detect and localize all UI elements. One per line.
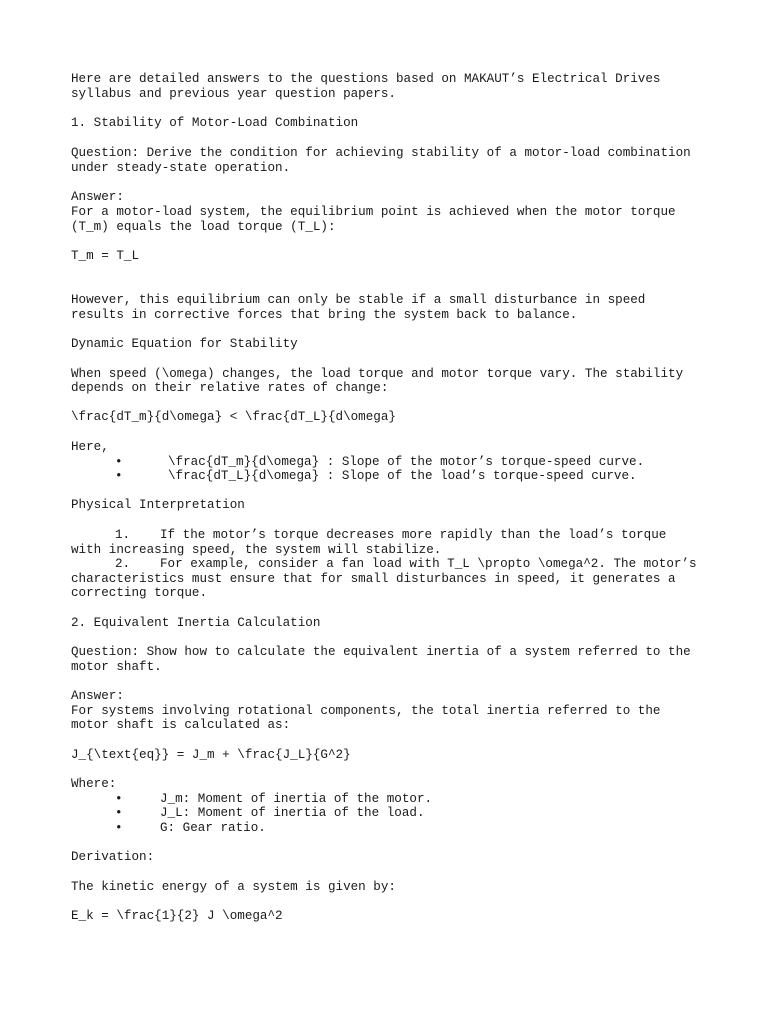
list-number-1: 1. bbox=[115, 528, 131, 542]
numbered-item-2-line-2: characteristics must ensure that for small disturbances in speed, it generates a bbox=[71, 572, 676, 586]
intro-line-1: Here are detailed answers to the questions based on MAKAUT’s Electrical Drives bbox=[71, 72, 661, 86]
section-heading-1: 1. Stability of Motor-Load Combination bbox=[71, 116, 359, 130]
answer-label-2: Answer: bbox=[71, 689, 124, 703]
list-item-load-slope: \frac{dT_L}{d\omega} : Slope of the load’s torque-speed curve. bbox=[168, 469, 637, 483]
question-1-line-1: Question: Derive the condition for achieving stability of a motor-load combination bbox=[71, 146, 691, 160]
paragraph-speed-line-1: When speed (\omega) changes, the load torque and motor torque vary. The stability bbox=[71, 367, 684, 381]
bullet-marker: • bbox=[115, 469, 123, 483]
bullet-marker: • bbox=[115, 792, 123, 806]
paragraph-stability-line-1: However, this equilibrium can only be stable if a small disturbance in speed bbox=[71, 293, 646, 307]
bullet-marker: • bbox=[115, 455, 123, 469]
paragraph-stability-line-2: results in corrective forces that bring the system back to balance. bbox=[71, 308, 578, 322]
section-heading-2: 2. Equivalent Inertia Calculation bbox=[71, 616, 321, 630]
question-1-line-2: under steady-state operation. bbox=[71, 161, 291, 175]
list-item-jm: J_m: Moment of inertia of the motor. bbox=[160, 792, 433, 806]
paragraph-speed-line-2: depends on their relative rates of change: bbox=[71, 381, 389, 395]
equation-equivalent-inertia: J_{\text{eq}} = J_m + \frac{J_L}{G^2} bbox=[71, 748, 351, 762]
derivation-label: Derivation: bbox=[71, 850, 155, 864]
list-number-2: 2. bbox=[115, 557, 131, 571]
numbered-item-2-line-3: correcting torque. bbox=[71, 586, 208, 600]
list-item-motor-slope: \frac{dT_m}{d\omega} : Slope of the motor’s torque-speed curve. bbox=[168, 455, 645, 469]
kinetic-energy-intro: The kinetic energy of a system is given by: bbox=[71, 880, 396, 894]
bullet-marker: • bbox=[115, 806, 123, 820]
list-item-gear-ratio: G: Gear ratio. bbox=[160, 821, 266, 835]
answer-label-1: Answer: bbox=[71, 190, 124, 204]
equation-kinetic-energy: E_k = \frac{1}{2} J \omega^2 bbox=[71, 909, 283, 923]
question-2-line-1: Question: Show how to calculate the equivalent inertia of a system referred to the bbox=[71, 645, 691, 659]
question-2-line-2: motor shaft. bbox=[71, 660, 162, 674]
bullet-marker: • bbox=[115, 821, 123, 835]
where-label: Where: bbox=[71, 777, 117, 791]
numbered-item-1-line-1: If the motor’s torque decreases more rapidly than the load’s torque bbox=[160, 528, 667, 542]
subheading-dynamic-equation: Dynamic Equation for Stability bbox=[71, 337, 298, 351]
answer-2-line-2: motor shaft is calculated as: bbox=[71, 718, 291, 732]
answer-2-line-1: For systems involving rotational components, the total inertia referred to the bbox=[71, 704, 661, 718]
subheading-physical-interpretation: Physical Interpretation bbox=[71, 498, 245, 512]
answer-1-line-2: (T_m) equals the load torque (T_L): bbox=[71, 220, 336, 234]
numbered-item-2-line-1: For example, consider a fan load with T_L \propto \omega^2. The motor’s bbox=[160, 557, 697, 571]
numbered-item-1-line-2: with increasing speed, the system will stabilize. bbox=[71, 543, 442, 557]
equation-stability-condition: \frac{dT_m}{d\omega} < \frac{dT_L}{d\omega} bbox=[71, 410, 396, 424]
list-item-jl: J_L: Moment of inertia of the load. bbox=[160, 806, 425, 820]
answer-1-line-1: For a motor-load system, the equilibrium point is achieved when the motor torque bbox=[71, 205, 676, 219]
equation-equilibrium: T_m = T_L bbox=[71, 249, 140, 263]
here-label: Here, bbox=[71, 440, 109, 454]
intro-line-2: syllabus and previous year question papers. bbox=[71, 87, 396, 101]
